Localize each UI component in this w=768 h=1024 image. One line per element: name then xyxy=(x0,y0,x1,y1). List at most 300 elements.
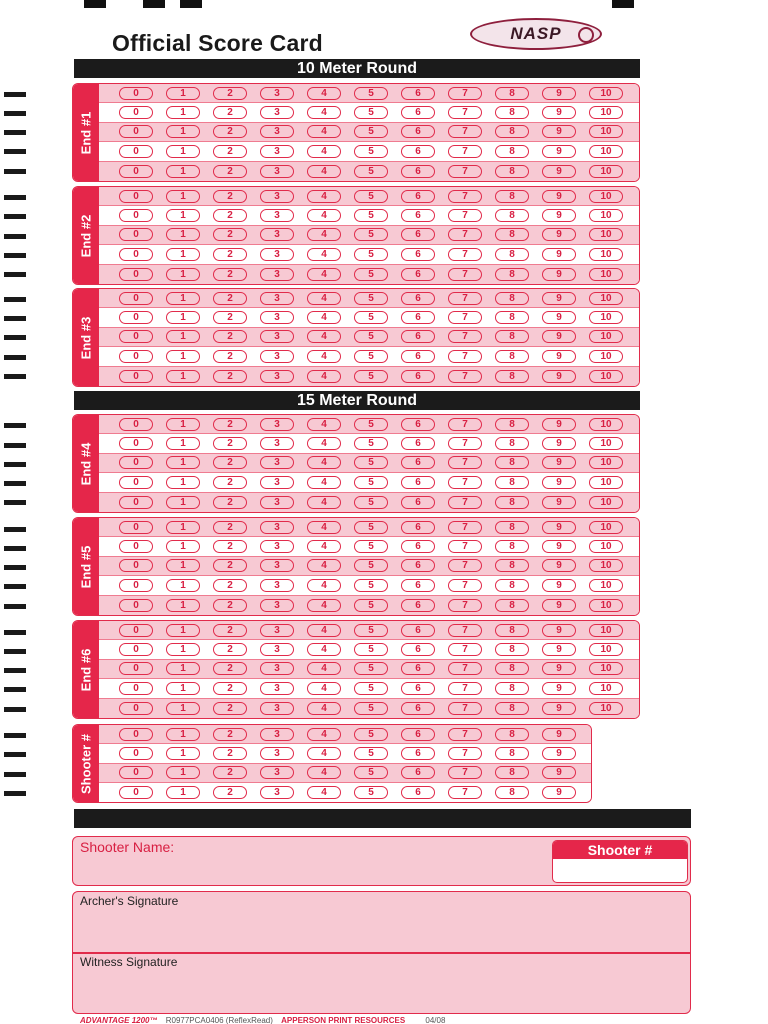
score-bubble[interactable]: 0 xyxy=(119,559,153,572)
score-bubble[interactable]: 1 xyxy=(166,456,200,469)
score-bubble[interactable]: 5 xyxy=(354,209,388,222)
score-bubble[interactable]: 1 xyxy=(166,268,200,281)
digit-bubble[interactable]: 5 xyxy=(354,786,388,799)
score-bubble[interactable]: 5 xyxy=(354,643,388,656)
score-bubble[interactable]: 9 xyxy=(542,579,576,592)
score-bubble[interactable]: 0 xyxy=(119,106,153,119)
score-bubble[interactable]: 6 xyxy=(401,268,435,281)
score-bubble[interactable]: 0 xyxy=(119,330,153,343)
score-bubble[interactable]: 4 xyxy=(307,106,341,119)
score-bubble[interactable]: 2 xyxy=(213,521,247,534)
score-bubble[interactable]: 9 xyxy=(542,268,576,281)
score-bubble[interactable]: 1 xyxy=(166,165,200,178)
score-bubble[interactable]: 2 xyxy=(213,209,247,222)
digit-bubble[interactable]: 6 xyxy=(401,747,435,760)
score-bubble[interactable]: 1 xyxy=(166,190,200,203)
score-bubble[interactable]: 7 xyxy=(448,579,482,592)
score-bubble[interactable]: 8 xyxy=(495,311,529,324)
score-bubble[interactable]: 7 xyxy=(448,682,482,695)
score-bubble[interactable]: 7 xyxy=(448,559,482,572)
score-bubble[interactable]: 6 xyxy=(401,145,435,158)
score-bubble[interactable]: 1 xyxy=(166,559,200,572)
score-bubble[interactable]: 9 xyxy=(542,370,576,383)
digit-bubble[interactable]: 6 xyxy=(401,786,435,799)
score-bubble[interactable]: 0 xyxy=(119,165,153,178)
score-bubble[interactable]: 0 xyxy=(119,145,153,158)
score-bubble[interactable]: 1 xyxy=(166,228,200,241)
score-bubble[interactable]: 10 xyxy=(589,248,623,261)
score-bubble[interactable]: 3 xyxy=(260,330,294,343)
score-bubble[interactable]: 6 xyxy=(401,456,435,469)
score-bubble[interactable]: 5 xyxy=(354,476,388,489)
score-bubble[interactable]: 3 xyxy=(260,540,294,553)
score-bubble[interactable]: 3 xyxy=(260,209,294,222)
digit-bubble[interactable]: 8 xyxy=(495,747,529,760)
shooter-number-field[interactable] xyxy=(552,840,688,883)
score-bubble[interactable]: 8 xyxy=(495,559,529,572)
score-bubble[interactable]: 2 xyxy=(213,350,247,363)
score-bubble[interactable]: 4 xyxy=(307,702,341,715)
score-bubble[interactable]: 10 xyxy=(589,106,623,119)
score-bubble[interactable]: 8 xyxy=(495,228,529,241)
score-bubble[interactable]: 10 xyxy=(589,311,623,324)
score-bubble[interactable]: 6 xyxy=(401,662,435,675)
score-bubble[interactable]: 0 xyxy=(119,418,153,431)
score-bubble[interactable]: 5 xyxy=(354,330,388,343)
score-bubble[interactable]: 2 xyxy=(213,190,247,203)
score-bubble[interactable]: 0 xyxy=(119,476,153,489)
score-bubble[interactable]: 6 xyxy=(401,190,435,203)
score-bubble[interactable]: 1 xyxy=(166,209,200,222)
score-bubble[interactable]: 9 xyxy=(542,209,576,222)
score-bubble[interactable]: 0 xyxy=(119,456,153,469)
score-bubble[interactable]: 9 xyxy=(542,624,576,637)
score-bubble[interactable]: 9 xyxy=(542,106,576,119)
score-bubble[interactable]: 10 xyxy=(589,682,623,695)
score-bubble[interactable]: 3 xyxy=(260,643,294,656)
digit-bubble[interactable]: 6 xyxy=(401,766,435,779)
score-bubble[interactable]: 3 xyxy=(260,311,294,324)
score-bubble[interactable]: 0 xyxy=(119,599,153,612)
score-bubble[interactable]: 3 xyxy=(260,190,294,203)
score-bubble[interactable]: 9 xyxy=(542,125,576,138)
digit-bubble[interactable]: 8 xyxy=(495,786,529,799)
score-bubble[interactable]: 6 xyxy=(401,599,435,612)
score-bubble[interactable]: 8 xyxy=(495,209,529,222)
score-bubble[interactable]: 4 xyxy=(307,456,341,469)
score-bubble[interactable]: 6 xyxy=(401,209,435,222)
score-bubble[interactable]: 0 xyxy=(119,248,153,261)
score-bubble[interactable]: 8 xyxy=(495,496,529,509)
score-bubble[interactable]: 10 xyxy=(589,662,623,675)
score-bubble[interactable]: 0 xyxy=(119,125,153,138)
score-bubble[interactable]: 3 xyxy=(260,599,294,612)
score-bubble[interactable]: 7 xyxy=(448,521,482,534)
digit-bubble[interactable]: 3 xyxy=(260,728,294,741)
digit-bubble[interactable]: 9 xyxy=(542,786,576,799)
score-bubble[interactable]: 4 xyxy=(307,521,341,534)
score-bubble[interactable]: 6 xyxy=(401,624,435,637)
score-bubble[interactable]: 5 xyxy=(354,350,388,363)
score-bubble[interactable]: 10 xyxy=(589,702,623,715)
score-bubble[interactable]: 4 xyxy=(307,350,341,363)
score-bubble[interactable]: 2 xyxy=(213,248,247,261)
score-bubble[interactable]: 1 xyxy=(166,248,200,261)
score-bubble[interactable]: 8 xyxy=(495,579,529,592)
score-bubble[interactable]: 6 xyxy=(401,418,435,431)
score-bubble[interactable]: 10 xyxy=(589,209,623,222)
score-bubble[interactable]: 10 xyxy=(589,643,623,656)
score-bubble[interactable]: 5 xyxy=(354,190,388,203)
digit-bubble[interactable]: 5 xyxy=(354,747,388,760)
score-bubble[interactable]: 1 xyxy=(166,540,200,553)
score-bubble[interactable]: 3 xyxy=(260,456,294,469)
score-bubble[interactable]: 5 xyxy=(354,599,388,612)
score-bubble[interactable]: 7 xyxy=(448,145,482,158)
score-bubble[interactable]: 4 xyxy=(307,248,341,261)
score-bubble[interactable]: 0 xyxy=(119,292,153,305)
digit-bubble[interactable]: 2 xyxy=(213,786,247,799)
score-bubble[interactable]: 0 xyxy=(119,682,153,695)
score-bubble[interactable]: 10 xyxy=(589,350,623,363)
score-bubble[interactable]: 0 xyxy=(119,643,153,656)
score-bubble[interactable]: 0 xyxy=(119,521,153,534)
score-bubble[interactable]: 0 xyxy=(119,540,153,553)
score-bubble[interactable]: 2 xyxy=(213,125,247,138)
score-bubble[interactable]: 6 xyxy=(401,87,435,100)
score-bubble[interactable]: 1 xyxy=(166,521,200,534)
score-bubble[interactable]: 5 xyxy=(354,521,388,534)
score-bubble[interactable]: 3 xyxy=(260,87,294,100)
digit-bubble[interactable]: 7 xyxy=(448,728,482,741)
score-bubble[interactable]: 10 xyxy=(589,456,623,469)
score-bubble[interactable]: 1 xyxy=(166,662,200,675)
score-bubble[interactable]: 0 xyxy=(119,702,153,715)
score-bubble[interactable]: 0 xyxy=(119,496,153,509)
score-bubble[interactable]: 9 xyxy=(542,643,576,656)
score-bubble[interactable]: 4 xyxy=(307,540,341,553)
score-bubble[interactable]: 8 xyxy=(495,87,529,100)
score-bubble[interactable]: 5 xyxy=(354,292,388,305)
score-bubble[interactable]: 9 xyxy=(542,559,576,572)
score-bubble[interactable]: 5 xyxy=(354,418,388,431)
score-bubble[interactable]: 5 xyxy=(354,662,388,675)
score-bubble[interactable]: 8 xyxy=(495,268,529,281)
score-bubble[interactable]: 4 xyxy=(307,682,341,695)
score-bubble[interactable]: 4 xyxy=(307,599,341,612)
score-bubble[interactable]: 1 xyxy=(166,579,200,592)
score-bubble[interactable]: 7 xyxy=(448,456,482,469)
score-bubble[interactable]: 10 xyxy=(589,496,623,509)
score-bubble[interactable]: 7 xyxy=(448,496,482,509)
score-bubble[interactable]: 5 xyxy=(354,228,388,241)
score-bubble[interactable]: 9 xyxy=(542,311,576,324)
score-bubble[interactable]: 6 xyxy=(401,559,435,572)
score-bubble[interactable]: 2 xyxy=(213,330,247,343)
score-bubble[interactable]: 10 xyxy=(589,624,623,637)
score-bubble[interactable]: 1 xyxy=(166,437,200,450)
score-bubble[interactable]: 10 xyxy=(589,190,623,203)
score-bubble[interactable]: 4 xyxy=(307,437,341,450)
score-bubble[interactable]: 10 xyxy=(589,599,623,612)
score-bubble[interactable]: 2 xyxy=(213,292,247,305)
score-bubble[interactable]: 9 xyxy=(542,350,576,363)
score-bubble[interactable]: 7 xyxy=(448,209,482,222)
digit-bubble[interactable]: 3 xyxy=(260,786,294,799)
score-bubble[interactable]: 4 xyxy=(307,292,341,305)
score-bubble[interactable]: 10 xyxy=(589,521,623,534)
score-bubble[interactable]: 1 xyxy=(166,87,200,100)
score-bubble[interactable]: 10 xyxy=(589,87,623,100)
score-bubble[interactable]: 10 xyxy=(589,476,623,489)
score-bubble[interactable]: 3 xyxy=(260,248,294,261)
score-bubble[interactable]: 3 xyxy=(260,145,294,158)
score-bubble[interactable]: 8 xyxy=(495,540,529,553)
score-bubble[interactable]: 5 xyxy=(354,559,388,572)
score-bubble[interactable]: 10 xyxy=(589,559,623,572)
score-bubble[interactable]: 7 xyxy=(448,540,482,553)
score-bubble[interactable]: 0 xyxy=(119,370,153,383)
score-bubble[interactable]: 9 xyxy=(542,496,576,509)
score-bubble[interactable]: 3 xyxy=(260,370,294,383)
score-bubble[interactable]: 2 xyxy=(213,456,247,469)
score-bubble[interactable]: 10 xyxy=(589,437,623,450)
score-bubble[interactable]: 7 xyxy=(448,350,482,363)
score-bubble[interactable]: 3 xyxy=(260,521,294,534)
score-bubble[interactable]: 9 xyxy=(542,87,576,100)
digit-bubble[interactable]: 1 xyxy=(166,747,200,760)
score-bubble[interactable]: 9 xyxy=(542,145,576,158)
score-bubble[interactable]: 8 xyxy=(495,292,529,305)
score-bubble[interactable]: 4 xyxy=(307,228,341,241)
score-bubble[interactable]: 1 xyxy=(166,624,200,637)
score-bubble[interactable]: 9 xyxy=(542,418,576,431)
score-bubble[interactable]: 1 xyxy=(166,145,200,158)
score-bubble[interactable]: 2 xyxy=(213,559,247,572)
score-bubble[interactable]: 6 xyxy=(401,228,435,241)
score-bubble[interactable]: 9 xyxy=(542,476,576,489)
digit-bubble[interactable]: 1 xyxy=(166,766,200,779)
score-bubble[interactable]: 1 xyxy=(166,643,200,656)
score-bubble[interactable]: 3 xyxy=(260,702,294,715)
digit-bubble[interactable]: 0 xyxy=(119,766,153,779)
score-bubble[interactable]: 5 xyxy=(354,268,388,281)
digit-bubble[interactable]: 6 xyxy=(401,728,435,741)
score-bubble[interactable]: 2 xyxy=(213,702,247,715)
score-bubble[interactable]: 10 xyxy=(589,145,623,158)
score-bubble[interactable]: 2 xyxy=(213,599,247,612)
score-bubble[interactable]: 2 xyxy=(213,437,247,450)
score-bubble[interactable]: 8 xyxy=(495,248,529,261)
score-bubble[interactable]: 4 xyxy=(307,476,341,489)
score-bubble[interactable]: 8 xyxy=(495,643,529,656)
score-bubble[interactable]: 6 xyxy=(401,292,435,305)
digit-bubble[interactable]: 0 xyxy=(119,728,153,741)
score-bubble[interactable]: 5 xyxy=(354,437,388,450)
score-bubble[interactable]: 4 xyxy=(307,370,341,383)
score-bubble[interactable]: 9 xyxy=(542,292,576,305)
score-bubble[interactable]: 6 xyxy=(401,682,435,695)
score-bubble[interactable]: 1 xyxy=(166,682,200,695)
score-bubble[interactable]: 10 xyxy=(589,418,623,431)
score-bubble[interactable]: 4 xyxy=(307,330,341,343)
score-bubble[interactable]: 3 xyxy=(260,579,294,592)
score-bubble[interactable]: 0 xyxy=(119,662,153,675)
digit-bubble[interactable]: 3 xyxy=(260,747,294,760)
digit-bubble[interactable]: 9 xyxy=(542,728,576,741)
score-bubble[interactable]: 1 xyxy=(166,350,200,363)
score-bubble[interactable]: 0 xyxy=(119,228,153,241)
score-bubble[interactable]: 2 xyxy=(213,682,247,695)
digit-bubble[interactable]: 9 xyxy=(542,747,576,760)
score-bubble[interactable]: 8 xyxy=(495,106,529,119)
score-bubble[interactable]: 2 xyxy=(213,540,247,553)
score-bubble[interactable]: 5 xyxy=(354,624,388,637)
score-bubble[interactable]: 6 xyxy=(401,165,435,178)
score-bubble[interactable]: 10 xyxy=(589,579,623,592)
digit-bubble[interactable]: 4 xyxy=(307,786,341,799)
score-bubble[interactable]: 4 xyxy=(307,209,341,222)
score-bubble[interactable]: 4 xyxy=(307,496,341,509)
score-bubble[interactable]: 6 xyxy=(401,579,435,592)
digit-bubble[interactable]: 7 xyxy=(448,747,482,760)
score-bubble[interactable]: 6 xyxy=(401,350,435,363)
score-bubble[interactable]: 5 xyxy=(354,370,388,383)
digit-bubble[interactable]: 4 xyxy=(307,747,341,760)
score-bubble[interactable]: 2 xyxy=(213,145,247,158)
digit-bubble[interactable]: 3 xyxy=(260,766,294,779)
digit-bubble[interactable]: 0 xyxy=(119,786,153,799)
digit-bubble[interactable]: 2 xyxy=(213,728,247,741)
score-bubble[interactable]: 7 xyxy=(448,624,482,637)
score-bubble[interactable]: 2 xyxy=(213,311,247,324)
score-bubble[interactable]: 8 xyxy=(495,330,529,343)
score-bubble[interactable]: 8 xyxy=(495,418,529,431)
score-bubble[interactable]: 8 xyxy=(495,599,529,612)
score-bubble[interactable]: 5 xyxy=(354,540,388,553)
score-bubble[interactable]: 3 xyxy=(260,662,294,675)
score-bubble[interactable]: 6 xyxy=(401,106,435,119)
score-bubble[interactable]: 2 xyxy=(213,268,247,281)
score-bubble[interactable]: 10 xyxy=(589,268,623,281)
score-bubble[interactable]: 7 xyxy=(448,106,482,119)
score-bubble[interactable]: 4 xyxy=(307,87,341,100)
score-bubble[interactable]: 3 xyxy=(260,350,294,363)
score-bubble[interactable]: 6 xyxy=(401,330,435,343)
score-bubble[interactable]: 7 xyxy=(448,370,482,383)
score-bubble[interactable]: 4 xyxy=(307,190,341,203)
digit-bubble[interactable]: 5 xyxy=(354,728,388,741)
score-bubble[interactable]: 7 xyxy=(448,125,482,138)
score-bubble[interactable]: 2 xyxy=(213,106,247,119)
score-bubble[interactable]: 5 xyxy=(354,165,388,178)
score-bubble[interactable]: 8 xyxy=(495,682,529,695)
score-bubble[interactable]: 2 xyxy=(213,87,247,100)
score-bubble[interactable]: 6 xyxy=(401,476,435,489)
score-bubble[interactable]: 9 xyxy=(542,521,576,534)
score-bubble[interactable]: 6 xyxy=(401,496,435,509)
score-bubble[interactable]: 4 xyxy=(307,418,341,431)
score-bubble[interactable]: 6 xyxy=(401,702,435,715)
score-bubble[interactable]: 4 xyxy=(307,559,341,572)
score-bubble[interactable]: 10 xyxy=(589,330,623,343)
digit-bubble[interactable]: 1 xyxy=(166,728,200,741)
score-bubble[interactable]: 6 xyxy=(401,370,435,383)
score-bubble[interactable]: 5 xyxy=(354,125,388,138)
score-bubble[interactable]: 0 xyxy=(119,311,153,324)
score-bubble[interactable]: 3 xyxy=(260,165,294,178)
score-bubble[interactable]: 2 xyxy=(213,643,247,656)
score-bubble[interactable]: 10 xyxy=(589,125,623,138)
score-bubble[interactable]: 7 xyxy=(448,165,482,178)
score-bubble[interactable]: 5 xyxy=(354,248,388,261)
score-bubble[interactable]: 8 xyxy=(495,165,529,178)
score-bubble[interactable]: 0 xyxy=(119,624,153,637)
score-bubble[interactable]: 9 xyxy=(542,540,576,553)
score-bubble[interactable]: 3 xyxy=(260,476,294,489)
score-bubble[interactable]: 8 xyxy=(495,521,529,534)
score-bubble[interactable]: 7 xyxy=(448,190,482,203)
score-bubble[interactable]: 4 xyxy=(307,579,341,592)
score-bubble[interactable]: 0 xyxy=(119,437,153,450)
digit-bubble[interactable]: 0 xyxy=(119,747,153,760)
score-bubble[interactable]: 0 xyxy=(119,209,153,222)
score-bubble[interactable]: 3 xyxy=(260,268,294,281)
score-bubble[interactable]: 3 xyxy=(260,106,294,119)
score-bubble[interactable]: 5 xyxy=(354,496,388,509)
score-bubble[interactable]: 9 xyxy=(542,682,576,695)
score-bubble[interactable]: 2 xyxy=(213,165,247,178)
score-bubble[interactable]: 2 xyxy=(213,579,247,592)
score-bubble[interactable]: 7 xyxy=(448,599,482,612)
score-bubble[interactable]: 8 xyxy=(495,624,529,637)
score-bubble[interactable]: 6 xyxy=(401,311,435,324)
score-bubble[interactable]: 8 xyxy=(495,145,529,158)
score-bubble[interactable]: 3 xyxy=(260,559,294,572)
score-bubble[interactable]: 6 xyxy=(401,521,435,534)
score-bubble[interactable]: 7 xyxy=(448,87,482,100)
score-bubble[interactable]: 8 xyxy=(495,437,529,450)
score-bubble[interactable]: 0 xyxy=(119,579,153,592)
score-bubble[interactable]: 3 xyxy=(260,496,294,509)
score-bubble[interactable]: 8 xyxy=(495,456,529,469)
score-bubble[interactable]: 3 xyxy=(260,292,294,305)
score-bubble[interactable]: 9 xyxy=(542,662,576,675)
score-bubble[interactable]: 3 xyxy=(260,624,294,637)
digit-bubble[interactable]: 7 xyxy=(448,766,482,779)
score-bubble[interactable]: 2 xyxy=(213,418,247,431)
score-bubble[interactable]: 9 xyxy=(542,248,576,261)
score-bubble[interactable]: 2 xyxy=(213,228,247,241)
score-bubble[interactable]: 1 xyxy=(166,311,200,324)
score-bubble[interactable]: 4 xyxy=(307,145,341,158)
score-bubble[interactable]: 7 xyxy=(448,476,482,489)
score-bubble[interactable]: 7 xyxy=(448,228,482,241)
score-bubble[interactable]: 9 xyxy=(542,437,576,450)
score-bubble[interactable]: 5 xyxy=(354,311,388,324)
digit-bubble[interactable]: 8 xyxy=(495,766,529,779)
digit-bubble[interactable]: 8 xyxy=(495,728,529,741)
score-bubble[interactable]: 10 xyxy=(589,228,623,241)
score-bubble[interactable]: 2 xyxy=(213,496,247,509)
score-bubble[interactable]: 8 xyxy=(495,702,529,715)
score-bubble[interactable]: 10 xyxy=(589,540,623,553)
score-bubble[interactable]: 7 xyxy=(448,643,482,656)
score-bubble[interactable]: 8 xyxy=(495,370,529,383)
score-bubble[interactable]: 1 xyxy=(166,476,200,489)
score-bubble[interactable]: 1 xyxy=(166,496,200,509)
digit-bubble[interactable]: 2 xyxy=(213,747,247,760)
